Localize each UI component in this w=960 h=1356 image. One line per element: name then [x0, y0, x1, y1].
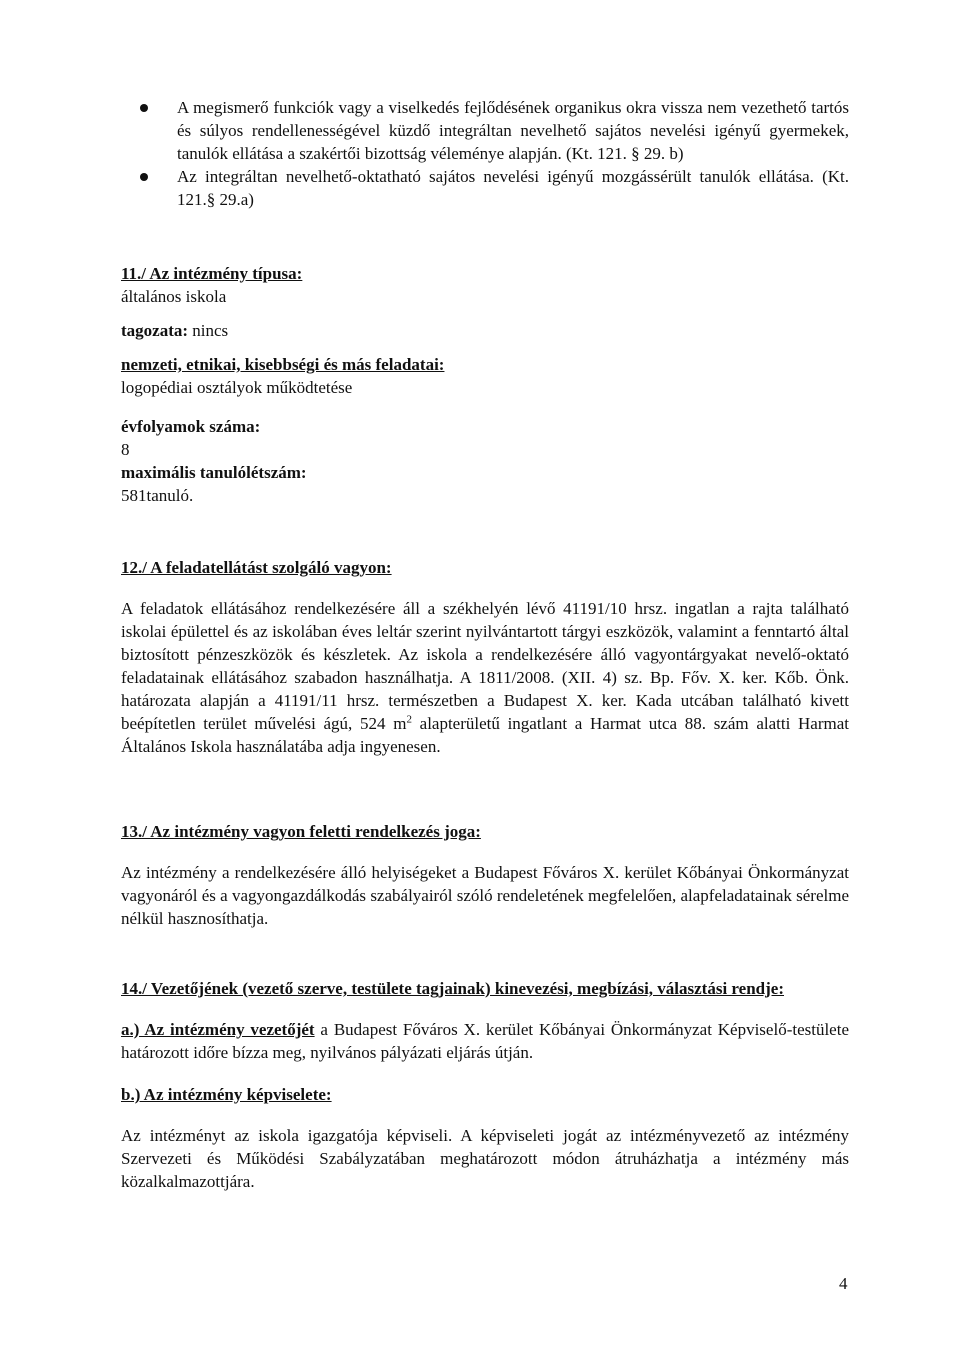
bullet-item: [121, 96, 849, 165]
section-12-heading: 12./ A feladatellátást szolgáló vagyon:: [121, 558, 392, 577]
section-13: [121, 820, 849, 930]
tagozat-value: nincs: [188, 321, 229, 340]
superscript-2: 2: [406, 713, 412, 726]
institution-type-value: általános iskola: [121, 287, 227, 306]
bullet-icon: [140, 104, 148, 112]
section-12: [121, 556, 849, 758]
grades-label: évfolyamok száma:: [121, 417, 261, 436]
section-12-body-part2: alapterületű ingatlant a Harmat utca 88. szám alatti Harmat Általános Iskola használatába adja ingyenesen.: [121, 714, 849, 756]
tagozat-label: tagozata:: [121, 321, 189, 340]
max-students-value: 581tanuló.: [121, 486, 194, 505]
section-13-heading: 13./ Az intézmény vagyon feletti rendelkezés joga:: [121, 822, 481, 841]
bullet-list: [121, 96, 849, 211]
section-14-a-label: a.) Az intézmény vezetőjét: [121, 1020, 315, 1039]
section-14-heading: 14./ Vezetőjének (vezető szerve, testülete tagjainak) kinevezési, megbízási, választási rendje:: [121, 979, 784, 998]
section-14: [121, 977, 849, 1193]
max-students-label: maximális tanulólétszám:: [121, 463, 307, 482]
section-13-body: Az intézmény a rendelkezésére álló helyiségeket a Budapest Főváros X. kerület Kőbányai Önkormányzat vagyonáról és a vagyongazdálkodás szabályairól szóló rendeletének megfelelően, alapfeladatainak sérelme nélkül hasznosíthatja.: [121, 863, 849, 928]
tasks-value: logopédiai osztályok működtetése: [121, 378, 353, 397]
section-11-heading: 11./ Az intézmény típusa:: [121, 264, 303, 283]
bullet-text: Az integráltan nevelhető-oktatható sajátos nevelési igényű mozgássérült tanulók ellátása. (Kt. 121.§ 29.a): [177, 167, 849, 209]
section-11: [121, 262, 849, 507]
section-14-a-text: a Budapest Főváros X. kerület Kőbányai Önkormányzat Képviselő-testülete határozott időre bízza meg, nyilvános pályázati eljárás útján.: [121, 1020, 849, 1062]
tasks-label: nemzeti, etnikai, kisebbségi és más feladatai:: [121, 355, 445, 374]
section-12-body: [121, 597, 849, 758]
section-12-body-part1: A feladatok ellátásához rendelkezésére áll a székhelyén lévő 41191/10 hrsz. ingatlan a rajta található iskolai épülettel és az iskolában éves leltár szerint nyilvántartott tárgyi eszközök, valamint a fenntartó által biztosított pénzeszközök és készletek. Az iskola a rendelkezésére álló vagyontárgyakat nevelő-oktató feladatainak ellátásához szabadon használhatja. A 1811/2008. (XII. 4) sz. Bp. Főv. X. ker. Kőb. Önk. határozata alapján a 41191/11 hrsz. természetben a Budapest X. ker. Kada utcában található kivett beépítetlen terület művelési ágú, 524 m: [121, 599, 849, 733]
section-14-b-label: b.) Az intézmény képviselete:: [121, 1085, 332, 1104]
bullet-icon: [140, 173, 148, 181]
bullet-text: A megismerő funkciók vagy a viselkedés fejlődésének organikus okra vissza nem vezethető tartós és súlyos rendellenességével küzdő integráltan nevelhető sajátos nevelési igényű gyermekek, tanulók ellátása a szakértői bizottság véleménye alapján. (Kt. 121. § 29. b): [177, 98, 849, 163]
section-14-a: [121, 1018, 849, 1064]
grades-value: 8: [121, 440, 130, 459]
page-number: 4: [839, 1274, 848, 1293]
section-14-b-text: Az intézményt az iskola igazgatója képviseli. A képviseleti jogát az intézményvezető az intézmény Szervezeti és Működési Szabályzatában meghatározott módon átruházhatja a intézmény más közalkalmazottjára.: [121, 1126, 849, 1191]
bullet-item: [121, 165, 849, 211]
tagozat-line: [121, 319, 849, 342]
